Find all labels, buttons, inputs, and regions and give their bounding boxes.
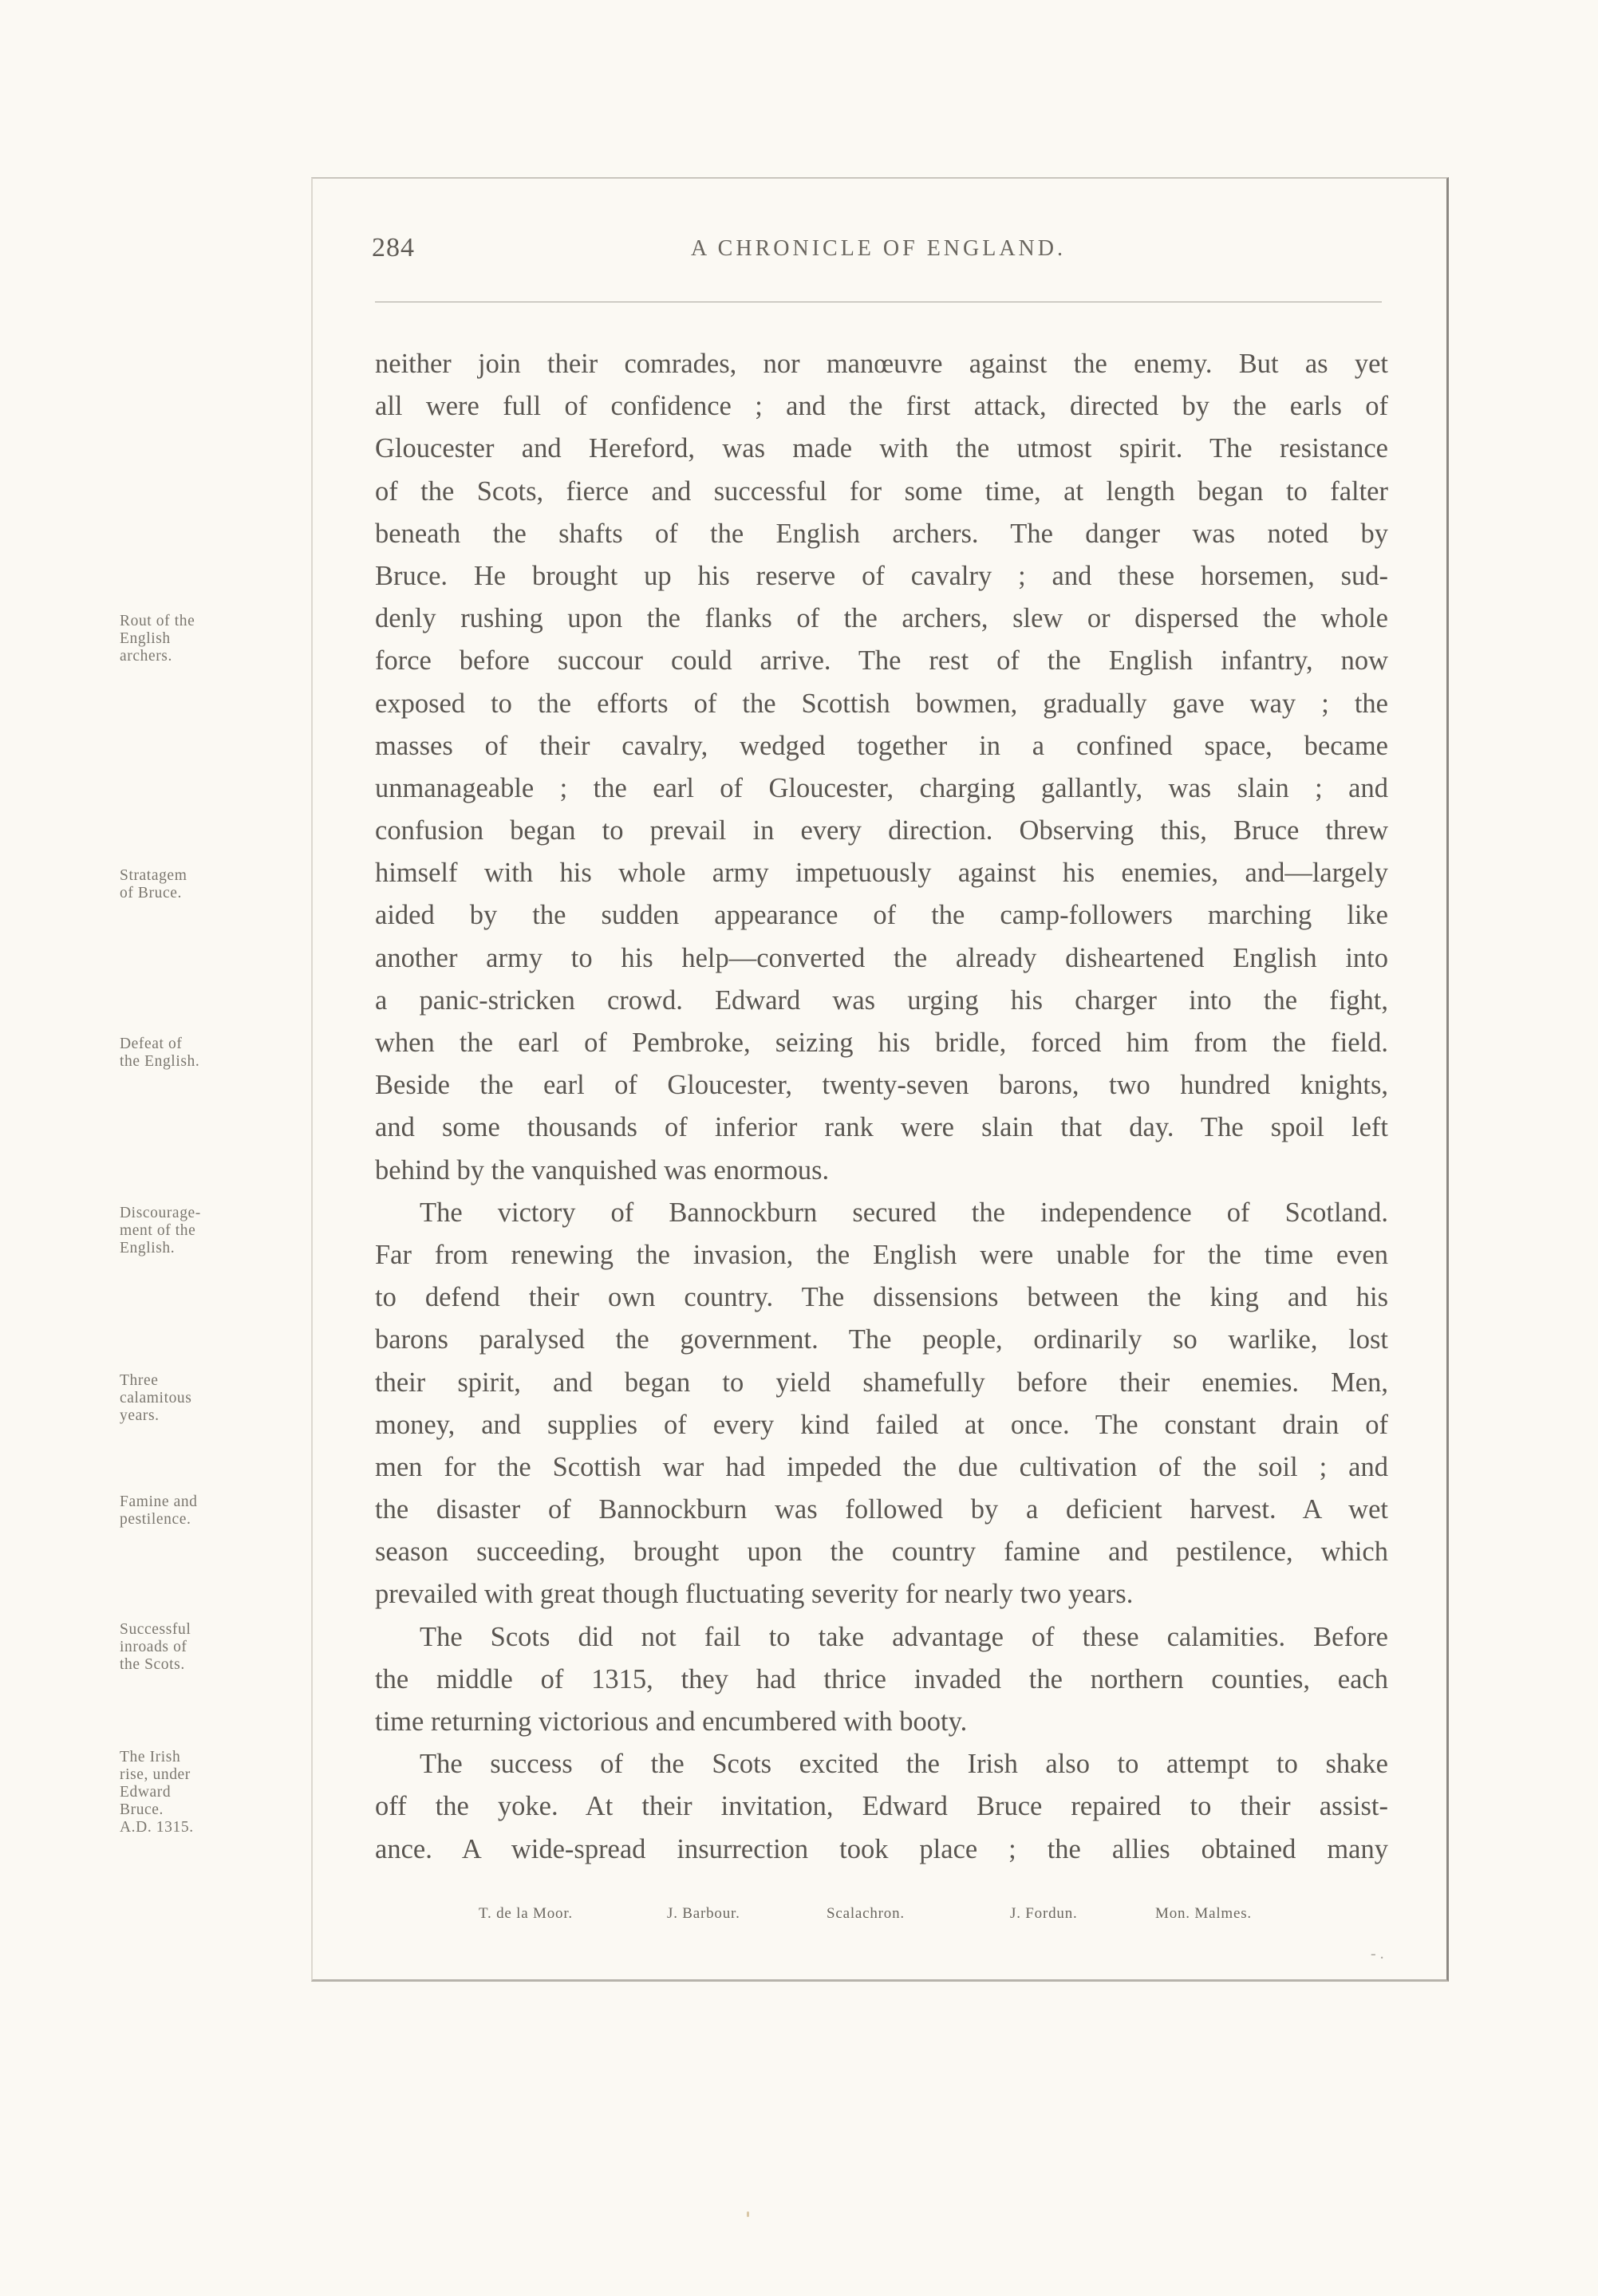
margin-note — [120, 1749, 311, 1836]
source-citations — [479, 1905, 1276, 1927]
text-line: off the yoke. At their invitation, Edward Bruce repaired to their assist- — [375, 1791, 1388, 1822]
margin-note-line: The Irish — [120, 1749, 181, 1765]
margin-note-line: English. — [120, 1240, 176, 1256]
margin-note-line: the English. — [120, 1053, 200, 1070]
text-line: time returning victorious and encumbered with booty. — [375, 1706, 968, 1737]
text-line: Bruce. He brought up his reserve of cavalry ; and these horsemen, sud- — [375, 560, 1388, 591]
text-line: beneath the shafts of the English archers. The danger was noted by — [375, 518, 1388, 549]
source-citation: J. Barbour. — [667, 1905, 740, 1922]
margin-note-line: the Scots. — [120, 1656, 185, 1673]
text-line: their spirit, and began to yield shamefully before their enemies. Men, — [375, 1367, 1388, 1398]
margin-note-line: Bruce. — [120, 1801, 164, 1818]
margin-note-line: Rout of the — [120, 613, 195, 629]
text-line: season succeeding, brought upon the country famine and pestilence, which — [375, 1537, 1388, 1568]
text-line: unmanageable ; the earl of Gloucester, charging gallantly, was slain ; and — [375, 772, 1388, 803]
text-line: money, and supplies of every kind failed at once. The constant drain of — [375, 1409, 1388, 1440]
text-line: ance. A wide-spread insurrection took place ; the allies obtained many — [375, 1833, 1388, 1864]
margin-note-line: Three — [120, 1372, 159, 1389]
margin-note — [120, 1621, 311, 1674]
text-line: the disaster of Bannockburn was followed by a deficient harvest. A wet — [375, 1494, 1388, 1525]
margin-note — [120, 867, 311, 902]
text-line: to defend their own country. The dissensions between the king and his — [375, 1282, 1388, 1313]
margin-note-line: Successful — [120, 1621, 191, 1638]
text-line: The success of the Scots excited the Irish also to attempt to shake — [420, 1749, 1388, 1780]
source-citation: Scalachron. — [827, 1905, 905, 1922]
margin-note-line: Stratagem — [120, 867, 187, 884]
margin-note-line: Defeat of — [120, 1036, 183, 1052]
paper-speck — [747, 2211, 749, 2217]
text-line: The Scots did not fail to take advantage of these calamities. Before — [420, 1621, 1388, 1652]
margin-note — [120, 613, 311, 665]
source-citation: J. Fordun. — [1010, 1905, 1078, 1922]
margin-note-line: archers. — [120, 648, 172, 665]
text-line: The victory of Bannockburn secured the independence of Scotland. — [420, 1197, 1388, 1228]
text-line: himself with his whole army impetuously against his enemies, and—largely — [375, 858, 1388, 889]
text-line: Beside the earl of Gloucester, twenty-seven barons, two hundred knights, — [375, 1070, 1388, 1101]
running-title: A CHRONICLE OF ENGLAND. — [691, 236, 1066, 261]
margin-note — [120, 1493, 311, 1529]
page-number: 284 — [372, 233, 415, 262]
text-line: exposed to the efforts of the Scottish bowmen, gradually gave way ; the — [375, 688, 1388, 719]
text-line: the middle of 1315, they had thrice invaded the northern counties, each — [375, 1663, 1388, 1694]
text-line: and some thousands of inferior rank were slain that day. The spoil left — [375, 1112, 1388, 1143]
text-line: prevailed with great though fluctuating severity for nearly two years. — [375, 1579, 1134, 1610]
margin-note — [120, 1372, 311, 1425]
corner-mark: - . — [1371, 1945, 1384, 1963]
margin-note-line: inroads of — [120, 1639, 187, 1655]
margin-note-line: pestilence. — [120, 1511, 191, 1528]
text-line: force before succour could arrive. The rest of the English infantry, now — [375, 645, 1388, 677]
text-line: denly rushing upon the flanks of the archers, slew or dispersed the whole — [375, 603, 1388, 634]
margin-note-line: Discourage- — [120, 1205, 201, 1221]
text-line: Gloucester and Hereford, was made with the utmost spirit. The resistance — [375, 433, 1388, 464]
margin-note-line: A.D. 1315. — [120, 1819, 194, 1836]
text-line: aided by the sudden appearance of the camp-followers marching like — [375, 900, 1388, 931]
margin-note-line: Famine and — [120, 1493, 198, 1510]
text-line: behind by the vanquished was enormous. — [375, 1154, 830, 1185]
text-line: Far from renewing the invasion, the English were unable for the time even — [375, 1239, 1388, 1270]
margin-note — [120, 1205, 311, 1257]
margin-note-line: English — [120, 630, 171, 647]
margin-note-line: rise, under — [120, 1766, 191, 1783]
text-line: another army to his help—converted the already disheartened English into — [375, 942, 1388, 973]
margin-note — [120, 1036, 311, 1071]
margin-note-line: years. — [120, 1407, 160, 1424]
text-line: of the Scots, fierce and successful for some time, at length began to falter — [375, 475, 1388, 507]
margin-note-line: Edward — [120, 1784, 172, 1801]
body-text — [375, 343, 1388, 1871]
source-citation: Mon. Malmes. — [1155, 1905, 1252, 1922]
text-line: men for the Scottish war had impeded the due cultivation of the soil ; and — [375, 1451, 1388, 1482]
text-line: masses of their cavalry, wedged together in a confined space, became — [375, 730, 1388, 761]
margin-note-line: of Bruce. — [120, 885, 182, 901]
text-line: when the earl of Pembroke, seizing his bridle, forced him from the field. — [375, 1028, 1388, 1058]
margin-note-line: ment of the — [120, 1222, 196, 1239]
text-line: a panic-stricken crowd. Edward was urging his charger into the fight, — [375, 984, 1388, 1016]
text-line: barons paralysed the government. The people, ordinarily so warlike, lost — [375, 1324, 1388, 1355]
margin-note-line: calamitous — [120, 1390, 192, 1406]
text-line: all were full of confidence ; and the first attack, directed by the earls of — [375, 391, 1388, 422]
text-line: confusion began to prevail in every direction. Observing this, Bruce threw — [375, 815, 1388, 846]
text-line: neither join their comrades, nor manœuvre against the enemy. But as yet — [375, 349, 1388, 379]
page-header — [372, 233, 1385, 271]
source-citation: T. de la Moor. — [479, 1905, 573, 1922]
